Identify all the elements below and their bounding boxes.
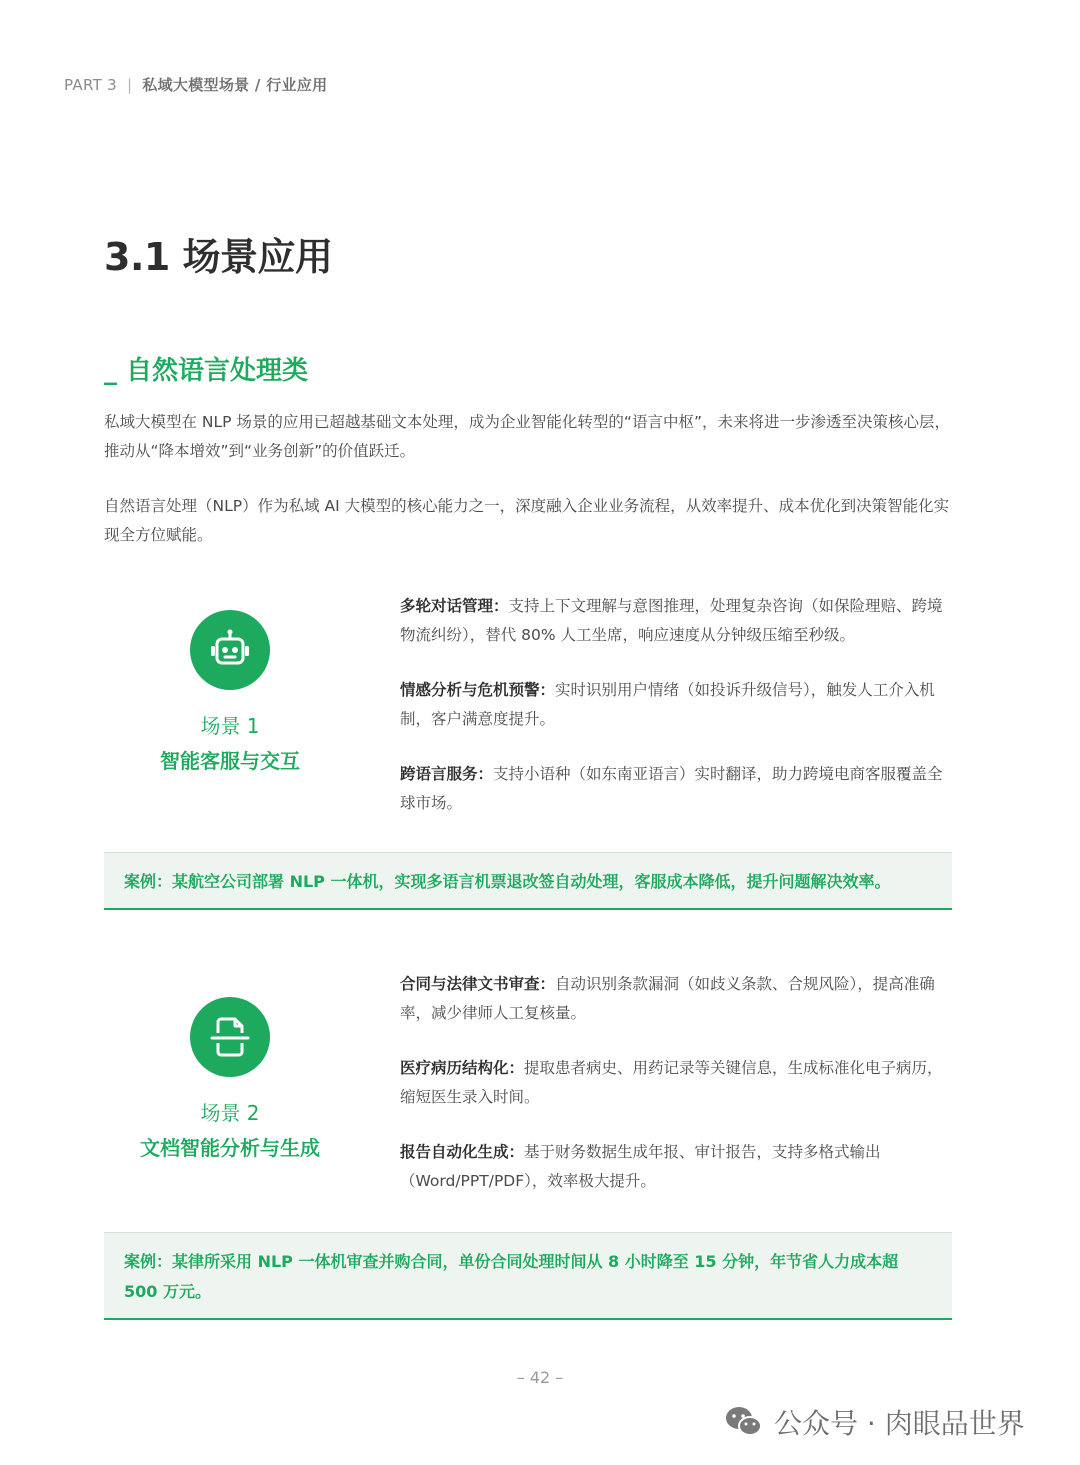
document-scan-icon <box>190 997 270 1077</box>
item-text: 自动识别条款漏洞（如歧义条款、合规风险），提高准确率，减少律师人工复核量。 <box>400 975 935 1022</box>
wechat-icon <box>724 1405 764 1439</box>
item-text: 基于财务数据生成年报、审计报告，支持多格式输出（Word/PPT/PDF），效率极大提升。 <box>400 1143 881 1190</box>
scene-1-card <box>115 610 345 774</box>
scene-1-label: 场景 1 <box>200 714 260 738</box>
intro-paragraph-2: 自然语言处理（NLP）作为私域 AI 大模型的核心能力之一，深度融入企业业务流程，从效率提升、成本优化到决策智能化实现全方位赋能。 <box>104 497 950 544</box>
scene-1-name: 智能客服与交互 <box>160 749 300 773</box>
page-header <box>64 74 327 95</box>
item-title: 报告自动化生成： <box>400 1143 525 1161</box>
item-title: 医疗病历结构化： <box>400 1059 525 1077</box>
part-label: PART 3 <box>64 76 117 94</box>
scene-1-items <box>400 592 952 844</box>
intro-paragraph-1: 私域大模型在 NLP 场景的应用已超越基础文本处理，成为企业智能化转型的“语言中枢”，未来将进一步渗透至决策核心层，推动从“降本增效”到“业务创新”的价值跃迁。 <box>104 413 950 460</box>
section-title: 3.1 场景应用 <box>104 235 333 279</box>
scene-2-name: 文档智能分析与生成 <box>140 1136 320 1160</box>
item-title: 多轮对话管理： <box>400 597 509 615</box>
item-title: 跨语言服务： <box>400 765 494 783</box>
watermark-text: 公众号 · 肉眼品世界 <box>774 1407 1025 1440</box>
watermark <box>724 1402 1025 1442</box>
scene-2-label: 场景 2 <box>200 1101 260 1125</box>
list-item <box>400 970 952 1028</box>
scene-2-card <box>115 997 345 1161</box>
header-section: 私域大模型场景 / 行业应用 <box>142 76 328 94</box>
case-box-1: 案例：某航空公司部署 NLP 一体机，实现多语言机票退改签自动处理，客服成本降低，提升问题解决效率。 <box>104 852 952 910</box>
page-number: – 42 – <box>516 1368 564 1387</box>
item-text: 支持小语种（如东南亚语言）实时翻译，助力跨境电商客服覆盖全球市场。 <box>400 765 943 812</box>
case-box-2: 案例：某律所采用 NLP 一体机审查并购合同，单份合同处理时间从 8 小时降至 15 分钟，年节省人力成本超 500 万元。 <box>104 1232 952 1320</box>
list-item <box>400 592 952 650</box>
list-item <box>400 1138 952 1196</box>
item-text: 支持上下文理解与意图推理，处理复杂咨询（如保险理赔、跨境物流纠纷），替代 80% 人工坐席，响应速度从分钟级压缩至秒级。 <box>400 597 943 644</box>
item-text: 提取患者病史、用药记录等关键信息，生成标准化电子病历，缩短医生录入时间。 <box>400 1059 943 1106</box>
robot-icon <box>190 610 270 690</box>
list-item <box>400 760 952 818</box>
item-title: 情感分析与危机预警： <box>400 681 556 699</box>
item-text: 实时识别用户情绪（如投诉升级信号），触发人工介入机制，客户满意度提升。 <box>400 681 935 728</box>
sub-title: _ 自然语言处理类 <box>104 356 309 386</box>
scene-2-items <box>400 970 952 1222</box>
list-item <box>400 1054 952 1112</box>
header-separator: | <box>126 76 133 94</box>
item-title: 合同与法律文书审查： <box>400 975 556 993</box>
list-item <box>400 676 952 734</box>
